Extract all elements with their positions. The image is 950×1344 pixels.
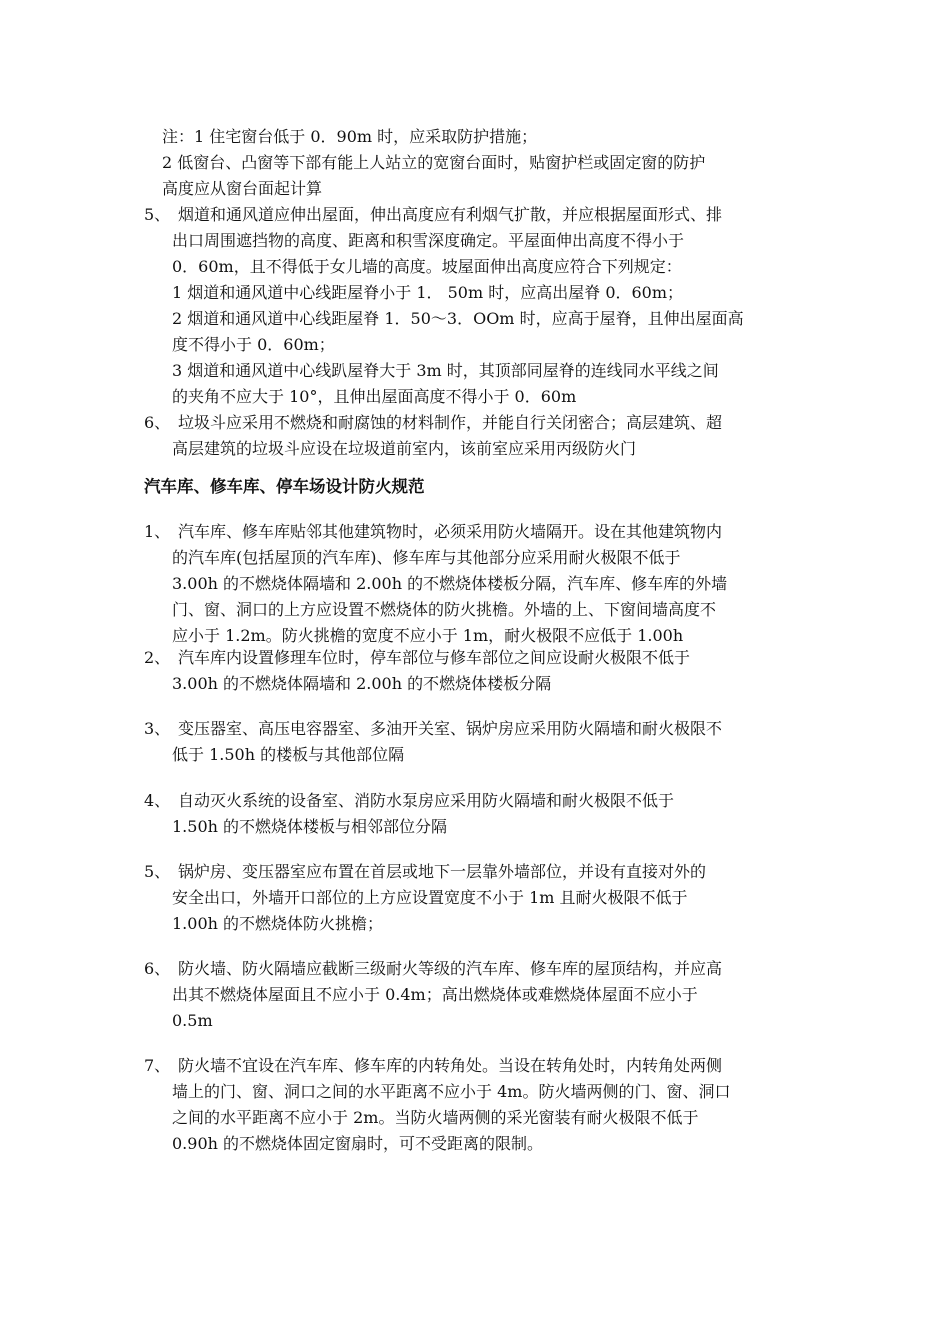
item-number: 3、 [144,719,171,738]
item-line: 锅炉房、变压器室应布置在首层或地下一层靠外墙部位，并设有直接对外的 [178,862,707,881]
list-item [144,645,810,697]
item-line: 低于 1.50h 的楼板与其他部位隔 [172,745,405,764]
list-item [144,202,810,410]
item-line: 之间的水平距离不应小于 2m。当防火墙两侧的采光窗装有耐火极限不低于 [172,1108,699,1127]
note-line: 注：1 住宅窗台低于 0．90m 时，应采取防护措施； [162,127,538,146]
item-line: 0.90h 的不燃烧体固定窗扇时，可不受距离的限制。 [172,1134,544,1153]
item-line: 门、窗、洞口的上方应设置不燃烧体的防火挑檐。外墙的上、下窗间墙高度不 [172,600,717,619]
item-line: 烟道和通风道应伸出屋面，伸出高度应有利烟气扩散，并应根据屋面形式、排 [178,205,723,224]
item-body [172,859,810,937]
item-number: 1、 [144,522,171,541]
item-line: 汽车库内设置修理车位时，停车部位与修车部位之间应设耐火极限不低于 [178,648,691,667]
item-line: 防火墙、防火隔墙应截断三级耐火等级的汽车库、修车库的屋顶结构，并应高 [178,959,723,978]
item-line: 3 烟道和通风道中心线趴屋脊大于 3m 时，其顶部同屋脊的连线同水平线之间 [172,361,719,380]
item-line: 出其不燃烧体屋面且不应小于 0.4m；高出燃烧体或难燃烧体屋面不应小于 [172,985,698,1004]
item-line: 墙上的门、窗、洞口之间的水平距离不应小于 4m。防火墙两侧的门、窗、洞口 [172,1082,731,1101]
item-line: 防火墙不宜设在汽车库、修车库的内转角处。当设在转角处时，内转角处两侧 [178,1056,723,1075]
item-number: 5、 [144,205,171,224]
item-body [172,1053,810,1157]
item-number: 5、 [144,862,171,881]
item-line: 1.00h 的不燃烧体防火挑檐； [172,914,384,933]
item-line: 变压器室、高压电容器室、多油开关室、锅炉房应采用防火隔墙和耐火极限不 [178,719,723,738]
item-line: 度不得小于 0．60m； [172,335,335,354]
item-body [172,788,810,840]
item-line: 汽车库、修车库贴邻其他建筑物时，必须采用防火墙隔开。设在其他建筑物内 [178,522,723,541]
item-line: 0.5m [172,1011,213,1030]
list-item [144,1053,810,1157]
item-line: 的汽车库(包括屋顶的汽车库)、修车库与其他部分应采用耐火极限不低于 [172,548,681,567]
item-body [172,716,810,768]
item-line: 的夹角不应大于 10°，且伸出屋面高度不得小于 0．60m [172,387,577,406]
item-line: 高层建筑的垃圾斗应设在垃圾道前室内，该前室应采用丙级防火门 [172,439,637,458]
item-number: 6、 [144,413,171,432]
list-item [144,519,810,649]
list-item [144,410,810,462]
section-title: 汽车库、修车库、停车场设计防火规范 [144,477,425,496]
item-number: 2、 [144,648,171,667]
list-item [144,859,810,937]
item-line: 应小于 1.2m。防火挑檐的宽度不应小于 1m，耐火极限不应低于 1.00h [172,626,684,645]
list-item [144,956,810,1034]
item-body [172,956,810,1034]
item-number: 6、 [144,959,171,978]
item-line: 垃圾斗应采用不燃烧和耐腐蚀的材料制作，并能自行关闭密合；高层建筑、超 [178,413,723,432]
item-body [172,645,810,697]
item-line: 1.50h 的不燃烧体楼板与相邻部位分隔 [172,817,448,836]
list-item [144,716,810,768]
item-body [172,410,810,462]
item-line: 安全出口，外墙开口部位的上方应设置宽度不小于 1m 且耐火极限不低于 [172,888,688,907]
item-line: 3.00h 的不燃烧体隔墙和 2.00h 的不燃烧体楼板分隔 [172,674,552,693]
item-line: 自动灭火系统的设备室、消防水泵房应采用防火隔墙和耐火极限不低于 [178,791,675,810]
note-line: 高度应从窗台面起计算 [162,179,323,198]
item-line: 0．60m，且不得低于女儿墙的高度。坡屋面伸出高度应符合下列规定： [172,257,682,276]
item-number: 7、 [144,1056,171,1075]
item-body [172,202,810,410]
item-line: 2 烟道和通风道中心线距屋脊 1．50～3．OOm 时，应高于屋脊，且伸出屋面高 [172,309,744,328]
note-block [162,124,812,202]
item-line: 1 烟道和通风道中心线距屋脊小于 1． 50m 时，应高出屋脊 0．60m； [172,283,684,302]
item-line: 3.00h 的不燃烧体隔墙和 2.00h 的不燃烧体楼板分隔，汽车库、修车库的外墙 [172,574,728,593]
item-body [172,519,810,649]
item-number: 4、 [144,791,171,810]
note-line: 2 低窗台、凸窗等下部有能上人站立的宽窗台面时，贴窗护栏或固定窗的防护 [162,153,706,172]
item-line: 出口周围遮挡物的高度、距离和积雪深度确定。平屋面伸出高度不得小于 [172,231,685,250]
list-item [144,788,810,840]
